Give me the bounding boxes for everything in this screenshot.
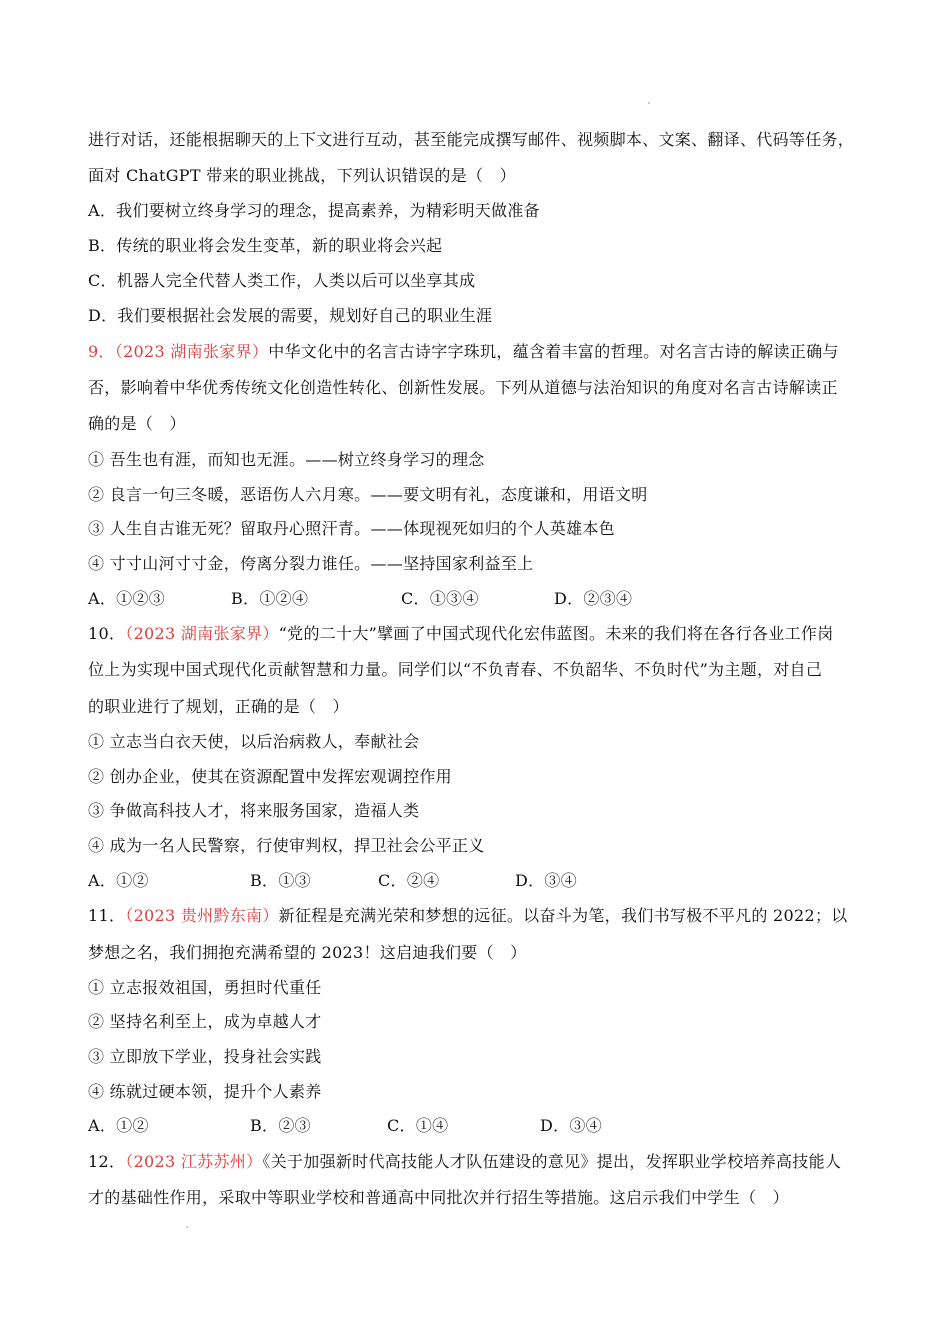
q10-stem-line-1 (88, 624, 878, 644)
q11-choice-c: C．①④ (387, 1116, 449, 1135)
q11-item-4: ④ 练就过硬本领，提升个人素养 (88, 1082, 322, 1101)
q10-stem-text-1: “党的二十大”擘画了中国式现代化宏伟蓝图。未来的我们将在各行各业工作岗 (278, 624, 834, 643)
q11-source: （2023 贵州黔东南） (125, 906, 279, 925)
q8-option-b: B．传统的职业将会发生变革，新的职业将会兴起 (88, 236, 443, 255)
q9-number: 9． (88, 342, 115, 361)
q10-stem-line-3: 的职业进行了规划，正确的是（ ） (88, 697, 349, 716)
q10-item-1: ① 立志当白衣天使，以后治病救人，奉献社会 (88, 732, 420, 751)
q10-item-2: ② 创办企业，使其在资源配置中发挥宏观调控作用 (88, 767, 452, 786)
q10-number: 10． (88, 624, 126, 643)
q9-stem-text-1: 中华文化中的名言古诗字字珠玑，蕴含着丰富的哲理。对名言古诗的解读正确与 (268, 342, 839, 361)
q10-item-4: ④ 成为一名人民警察，行使审判权，捍卫社会公平正义 (88, 836, 485, 855)
q10-choice-d: D．③④ (515, 871, 578, 890)
q11-choices (88, 1116, 878, 1136)
q10-choice-b: B．①③ (250, 871, 311, 890)
q12-number: 12． (88, 1152, 126, 1171)
q12-stem-line-2: 才的基础性作用，采取中等职业学校和普通高中同批次并行招生等措施。这启示我们中学生（ ） (88, 1188, 789, 1207)
q10-choice-a: A．①② (88, 871, 149, 890)
q12-source: （2023 江苏苏州） (125, 1152, 263, 1171)
q11-item-3: ③ 立即放下学业，投身社会实践 (88, 1047, 322, 1066)
q11-number: 11． (88, 906, 126, 925)
q9-choice-a: A．①②③ (88, 589, 166, 608)
q11-item-2: ② 坚持名利至上，成为卓越人才 (88, 1012, 322, 1031)
q8-option-c: C．机器人完全代替人类工作，人类以后可以坐享其成 (88, 271, 476, 290)
q8-option-a: A．我们要树立终身学习的理念，提高素养，为精彩明天做准备 (88, 201, 540, 220)
q11-choice-a: A．①② (88, 1116, 149, 1135)
q9-choice-c: C．①③④ (401, 589, 479, 608)
q9-item-2: ② 良言一句三冬暖，恶语伤人六月寒。——要文明有礼，态度谦和，用语文明 (88, 485, 648, 504)
q11-stem-text-1: 新征程是充满光荣和梦想的远征。以奋斗为笔，我们书写极不平凡的 2022；以 (278, 906, 848, 925)
q9-item-3: ③ 人生自古谁无死？留取丹心照汗青。——体现视死如归的个人英雄本色 (88, 519, 615, 538)
q9-choices (88, 589, 878, 609)
q12-stem-text-1: 《关于加强新时代高技能人才队伍建设的意见》提出，发挥职业学校培养高技能人 (262, 1152, 842, 1171)
scan-mark (648, 102, 650, 104)
q10-choice-c: C．②④ (378, 871, 440, 890)
q9-item-4: ④ 寸寸山河寸寸金，侉离分裂力谁任。——坚持国家利益至上 (88, 554, 534, 573)
q9-stem-line-1 (88, 342, 878, 362)
scan-mark (186, 1226, 188, 1228)
q9-choice-d: D．②③④ (554, 589, 633, 608)
q9-source: （2023 湖南张家界） (114, 342, 269, 361)
q9-stem-line-2: 否，影响着中华优秀传统文化创造性转化、创新性发展。下列从道德与法治知识的角度对名言古诗解读正 (88, 378, 838, 397)
q8-stem-line-1: 进行对话，还能根据聊天的上下文进行互动，甚至能完成撰写邮件、视频脚本、文案、翻译、代码等任务， (88, 130, 855, 149)
q9-choice-b: B．①②④ (231, 589, 309, 608)
q10-source: （2023 湖南张家界） (125, 624, 279, 643)
q12-stem-line-1 (88, 1152, 878, 1172)
q10-choices (88, 871, 878, 891)
q9-stem-line-3: 确的是（ ） (88, 414, 186, 433)
q11-item-1: ① 立志报效祖国，勇担时代重任 (88, 978, 322, 997)
q8-option-d: D．我们要根据社会发展的需要，规划好自己的职业生涯 (88, 306, 493, 325)
q10-item-3: ③ 争做高科技人才，将来服务国家，造福人类 (88, 801, 420, 820)
q8-stem-line-2: 面对 ChatGPT 带来的职业挑战，下列认识错误的是（ ） (88, 166, 516, 185)
q9-item-1: ① 吾生也有涯，而知也无涯。——树立终身学习的理念 (88, 450, 485, 469)
q11-stem-line-2: 梦想之名，我们拥抱充满希望的 2023！这启迪我们要（ ） (88, 943, 527, 962)
q11-stem-line-1 (88, 906, 878, 926)
q11-choice-d: D．③④ (540, 1116, 603, 1135)
q10-stem-line-2: 位上为实现中国式现代化贡献智慧和力量。同学们以“不负青春、不负韶华、不负时代”为主题，对自己 (88, 660, 823, 679)
q11-choice-b: B．②③ (250, 1116, 311, 1135)
